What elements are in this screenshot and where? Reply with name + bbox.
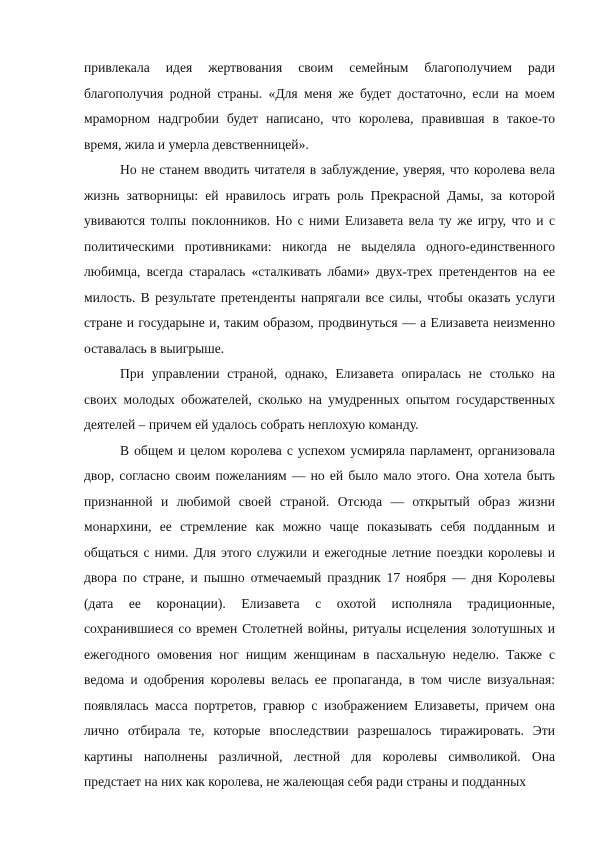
paragraph-3: При управлении страной, однако, Елизавета опиралась не столько на своих молодых обожателей, сколько на умудренных опытом государственных деятелей – причем ей удалось собрать неплохую команду. (84, 366, 555, 432)
paragraph-4: В общем и целом королева с успехом усмиряла парламент, организовала двор, согласно своим пожеланиям — но ей было мало этого. Она хотела быть признанной и любимой своей страной. Отсюда — открытый образ жизни монархини, ее стремление как можно чаще показывать себя подданным и общаться с ними. Для этого служили и ежегодные летние поездки королевы и двора по стране, и пышно отмечаемый праздник 17 ноября — дня Королевы (дата ее коронации). Елизавета с охотой исполняла традиционные, сохранившиеся со времен Столетней войны, ритуалы исцеления золотушных и ежегодного омовения ног нищим женщинам в пасхальную неделю. Также с ведома и одобрения королевы велась ее пропаганда, в том числе визуальная: появлялась масса портретов, гравюр с изображением Елизаветы, причем она лично отбирала те, которые впоследствии разрешалось тиражировать. Эти картины наполнены различной, лестной для королевы символикой. Она предстает на них как королева, не жалеющая себя ради страны и подданных (84, 442, 555, 789)
document-body (84, 55, 555, 795)
paragraph-2: Но не станем вводить читателя в заблуждение, уверяя, что королева вела жизнь затворницы: ей нравилось играть роль Прекрасной Дамы, за которой увиваются толпы поклонников. Но с ними Елизавета вела ту же игру, что и с политическими противниками: никогда не выделяла одного-единственного любимца, всегда старалась «сталкивать лбами» двух-трех претендентов на ее милость. В результате претенденты напрягали все силы, чтобы оказать услуги стране и государыне и, таким образом, продвинуться — а Елизавета неизменно оставалась в выигрыше. (84, 162, 555, 356)
paragraph-1: привлекала идея жертвования своим семейным благополучием ради благополучия родной страны. «Для меня же будет достаточно, если на моем мраморном надгробии будет написано, что королева, правившая в такое-то время, жила и умерла девственницей». (84, 60, 555, 152)
